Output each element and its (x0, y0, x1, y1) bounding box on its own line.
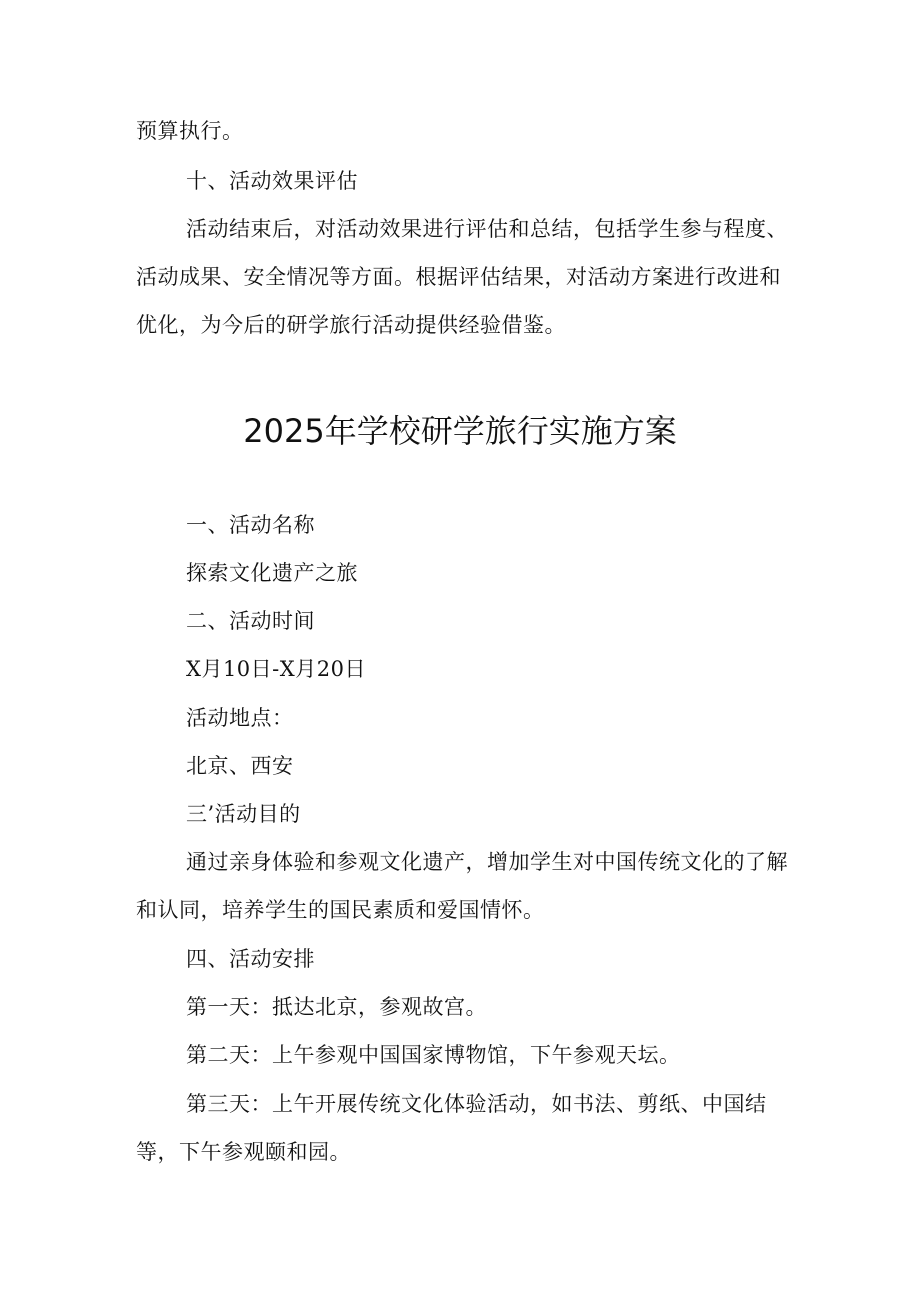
section-heading-activity-time: 二、活动时间 (186, 609, 315, 633)
activity-name-value: 探索文化遗产之旅 (186, 561, 358, 585)
section-heading-activity-purpose: 三’活动目的 (186, 802, 301, 826)
schedule-day-1: 第一天：抵达北京，参观故宫。 (186, 995, 487, 1019)
purpose-paragraph-line-2: 和认同，培养学生的国民素质和爱国情怀。 (136, 898, 545, 922)
schedule-day-2: 第二天：上午参观中国国家博物馆，下午参观天坛。 (186, 1043, 681, 1067)
activity-location-value: 北京、西安 (186, 754, 294, 778)
section-heading-activity-schedule: 四、活动安排 (186, 947, 315, 971)
section-heading-evaluation: 十、活动效果评估 (186, 169, 358, 193)
evaluation-paragraph-line-1: 活动结束后，对活动效果进行评估和总结，包括学生参与程度、 (186, 217, 788, 241)
activity-time-value: X月10日-X月20日 (186, 657, 366, 681)
document-title: 2025年学校研学旅行实施方案 (243, 412, 677, 450)
schedule-day-3-line-1: 第三天：上午开展传统文化体验活动，如书法、剪纸、中国结 (186, 1092, 767, 1116)
schedule-day-3-line-2: 等，下午参观颐和园。 (136, 1140, 351, 1164)
evaluation-paragraph-line-3: 优化，为今后的研学旅行活动提供经验借鉴。 (136, 313, 566, 337)
activity-location-label: 活动地点： (186, 706, 294, 730)
section-heading-activity-name: 一、活动名称 (186, 513, 315, 537)
purpose-paragraph-line-1: 通过亲身体验和参观文化遗产，增加学生对中国传统文化的了解 (186, 850, 788, 874)
budget-tail-text: 预算执行。 (136, 119, 244, 143)
evaluation-paragraph-line-2: 活动成果、安全情况等方面。根据评估结果，对活动方案进行改进和 (136, 265, 781, 289)
